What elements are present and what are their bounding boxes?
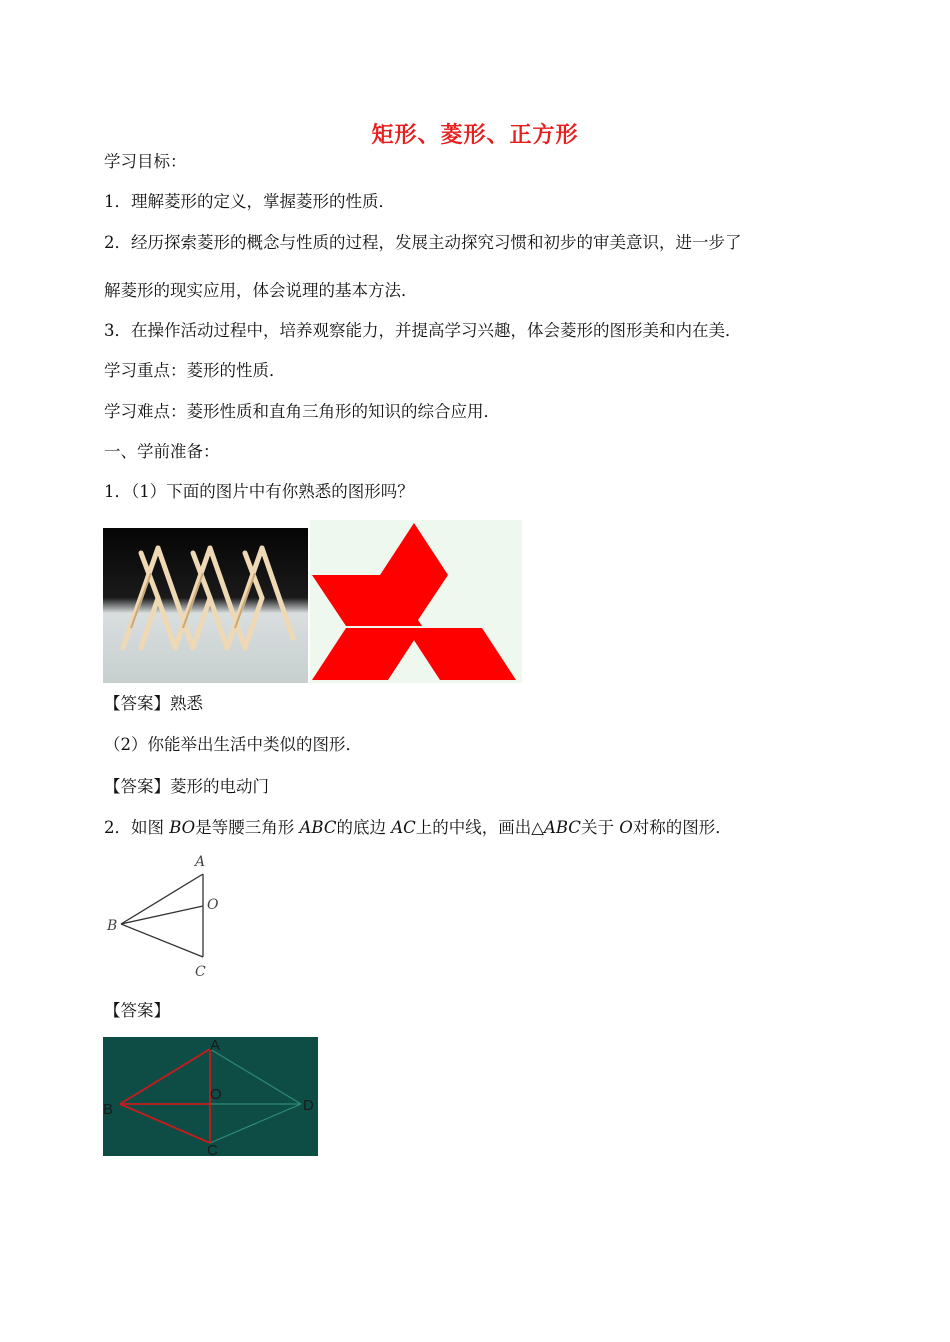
label-d: D [303,1097,314,1114]
goal-3: 3．在操作活动过程中，培养观察能力，并提高学习兴趣，体会菱形的图形美和内在美． [104,321,742,340]
difficulty: 学习难点：菱形性质和直角三角形的知识的综合应用． [104,402,500,421]
label-b: B [107,918,118,934]
label-b: B [103,1101,114,1118]
question-2: 2．如图 BO是等腰三角形 ABC的底边 AC上的中线，画出△ABC关于 O对称的图形． [104,818,732,837]
answer-1: 【答案】熟悉 [104,694,203,713]
label-o: O [207,897,219,913]
goal-1: 1．理解菱形的定义，掌握菱形的性质． [104,192,395,211]
label-a: A [210,1037,221,1054]
goal-2-line-1: 2．经历探索菱形的概念与性质的过程，发展主动探究习惯和初步的审美意识，进一步了 [104,233,742,252]
triangle-abc-figure [103,850,243,980]
answer-3: 【答案】 [104,1001,170,1020]
answer-2: 【答案】菱形的电动门 [104,777,269,796]
document-title: 矩形、菱形、正方形 [371,122,579,148]
goals-heading: 学习目标： [104,152,187,171]
label-c: C [207,1142,218,1156]
label-c: C [195,964,206,980]
question-1-2: （2）你能举出生活中类似的图形． [104,735,362,754]
label-o: O [210,1086,222,1103]
question-1-1: 1．（1）下面的图片中有你熟悉的图形吗？ [104,482,414,501]
goal-2-line-2: 解菱形的现实应用，体会说理的基本方法． [104,281,418,300]
section-heading: 一、学前准备： [104,442,220,461]
folding-lattice-photo [103,528,308,683]
key-point: 学习重点：菱形的性质． [104,361,286,380]
answer-rhombus-figure [103,1037,318,1156]
label-a: A [195,854,206,870]
three-rhombus-logo [310,520,522,683]
